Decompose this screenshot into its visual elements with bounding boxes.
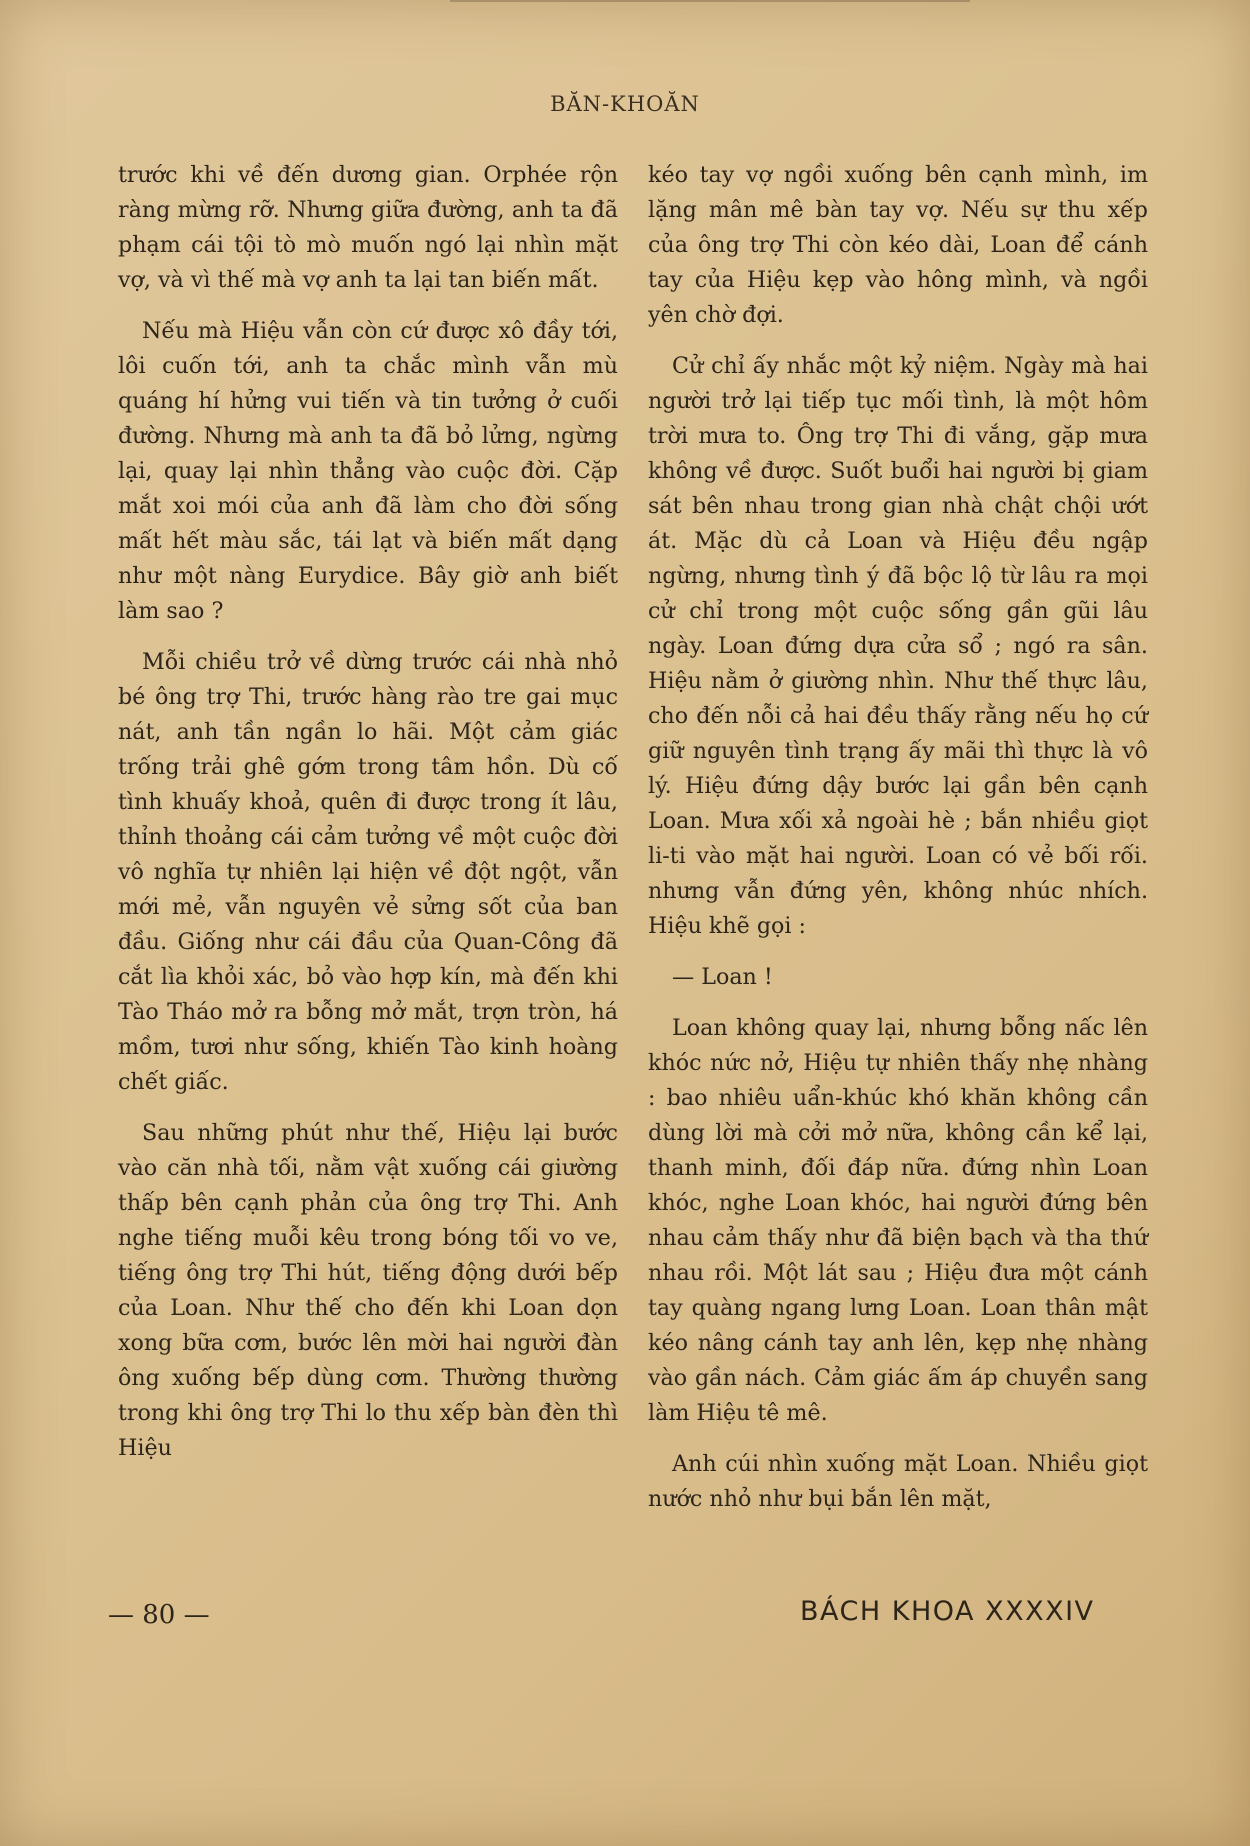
page-number: — 80 — <box>108 1600 210 1630</box>
running-title: BĂN-KHOĂN <box>550 92 700 116</box>
paragraph: trước khi về đến dương gian. Orphée rộn ràng mừng rỡ. Nhưng giữa đường, anh ta đã phạm cái tội tò mò muốn ngó lại nhìn mặt vợ, và vì thế mà vợ anh ta lại tan biến mất. <box>118 162 618 293</box>
paragraph: Loan không quay lại, nhưng bỗng nấc lên khóc nức nở, Hiệu tự nhiên thấy nhẹ nhàng : bao nhiêu uẩn-khúc khó khăn không cần dùng lời mà cởi mở nữa, không cần kể lại, thanh minh, đối đáp nữa. đứng nhìn Loan khóc, nghe Loan khóc, hai người đứng bên nhau cảm thấy như đã biện bạch và tha thứ nhau rồi. Một lát sau ; Hiệu đưa một cánh tay quàng ngang lưng Loan. Loan thân mật kéo nâng cánh tay anh lên, kẹp nhẹ nhàng vào gần nách. Cảm giác ấm áp chuyền sang làm Hiệu tê mê. <box>648 1015 1148 1426</box>
paragraph: Anh cúi nhìn xuống mặt Loan. Nhiều giọt nước nhỏ như bụi bắn lên mặt, <box>648 1451 1148 1512</box>
publication-name: BÁCH KHOA XXXXIV <box>800 1596 1095 1627</box>
paragraph: Cử chỉ ấy nhắc một kỷ niệm. Ngày mà hai người trở lại tiếp tục mối tình, là một hôm trời mưa to. Ông trợ Thi đi vắng, gặp mưa không về được. Suốt buổi hai người bị giam sát bên nhau trong gian nhà chật chội ướt át. Mặc dù cả Loan và Hiệu đều ngập ngừng, nhưng tình ý đã bộc lộ từ lâu ra mọi cử chỉ trong một cuộc sống gần gũi lâu ngày. Loan đứng dựa cửa sổ ; ngó ra sân. Hiệu nằm ở giường nhìn. Như thế thực lâu, cho đến nỗi cả hai đều thấy rằng nếu họ cứ giữ nguyên tình trạng ấy mãi thì thực là vô lý. Hiệu đứng dậy bước lại gần bên cạnh Loan. Mưa xối xả ngoài hè ; bắn nhiều giọt li-ti vào mặt hai người. Loan có vẻ bối rối. nhưng vẫn đứng yên, không nhúc nhích. Hiệu khẽ gọi : <box>648 353 1148 939</box>
paragraph: Sau những phút như thế, Hiệu lại bước vào căn nhà tối, nằm vật xuống cái giường thấp bên cạnh phản của ông trợ Thi. Anh nghe tiếng muỗi kêu trong bóng tối vo ve, tiếng ông trợ Thi hút, tiếng động dưới bếp của Loan. Như thế cho đến khi Loan dọn xong bữa cơm, bước lên mời hai người đàn ông xuống bếp dùng cơm. Thường thường trong khi ông trợ Thi lo thu xếp bàn đèn thì Hiệu <box>118 1120 618 1461</box>
paragraph: Nếu mà Hiệu vẫn còn cứ được xô đầy tới, lôi cuốn tới, anh ta chắc mình vẫn mù quáng hí hửng vui tiến và tin tưởng ở cuối đường. Nhưng mà anh ta đã bỏ lửng, ngừng lại, quay lại nhìn thẳng vào cuộc đời. Cặp mắt xoi mói của anh đã làm cho đời sống mất hết màu sắc, tái lạt và biến mất dạng như một nàng Eurydice. Bây giờ anh biết làm sao ? <box>118 318 618 624</box>
paragraph: Mỗi chiều trở về dừng trước cái nhà nhỏ bé ông trợ Thi, trước hàng rào tre gai mục nát, anh tần ngần lo hãi. Một cảm giác trống trải ghê gớm trong tâm hồn. Dù cố tình khuấy khoả, quên đi được trong ít lâu, thỉnh thoảng cái cảm tưởng về một cuộc đời vô nghĩa tự nhiên lại hiện về đột ngột, vẫn mới mẻ, vẫn nguyên vẻ sửng sốt của ban đầu. Giống như cái đầu của Quan-Công đã cắt lìa khỏi xác, bỏ vào hợp kín, mà đến khi Tào Tháo mở ra bỗng mở mắt, trợn tròn, há mồm, tươi như sống, khiến Tào kinh hoàng chết giấc. <box>118 649 618 1095</box>
paragraph: kéo tay vợ ngồi xuống bên cạnh mình, im lặng mân mê bàn tay vợ. Nếu sự thu xếp của ông trợ Thi còn kéo dài, Loan để cánh tay của Hiệu kẹp vào hông mình, và ngồi yên chờ đợi. <box>648 162 1148 328</box>
dialogue-line: — Loan ! <box>672 964 773 990</box>
left-column <box>118 158 618 1482</box>
right-column <box>648 158 1148 1533</box>
page-fold-line <box>450 0 970 8</box>
